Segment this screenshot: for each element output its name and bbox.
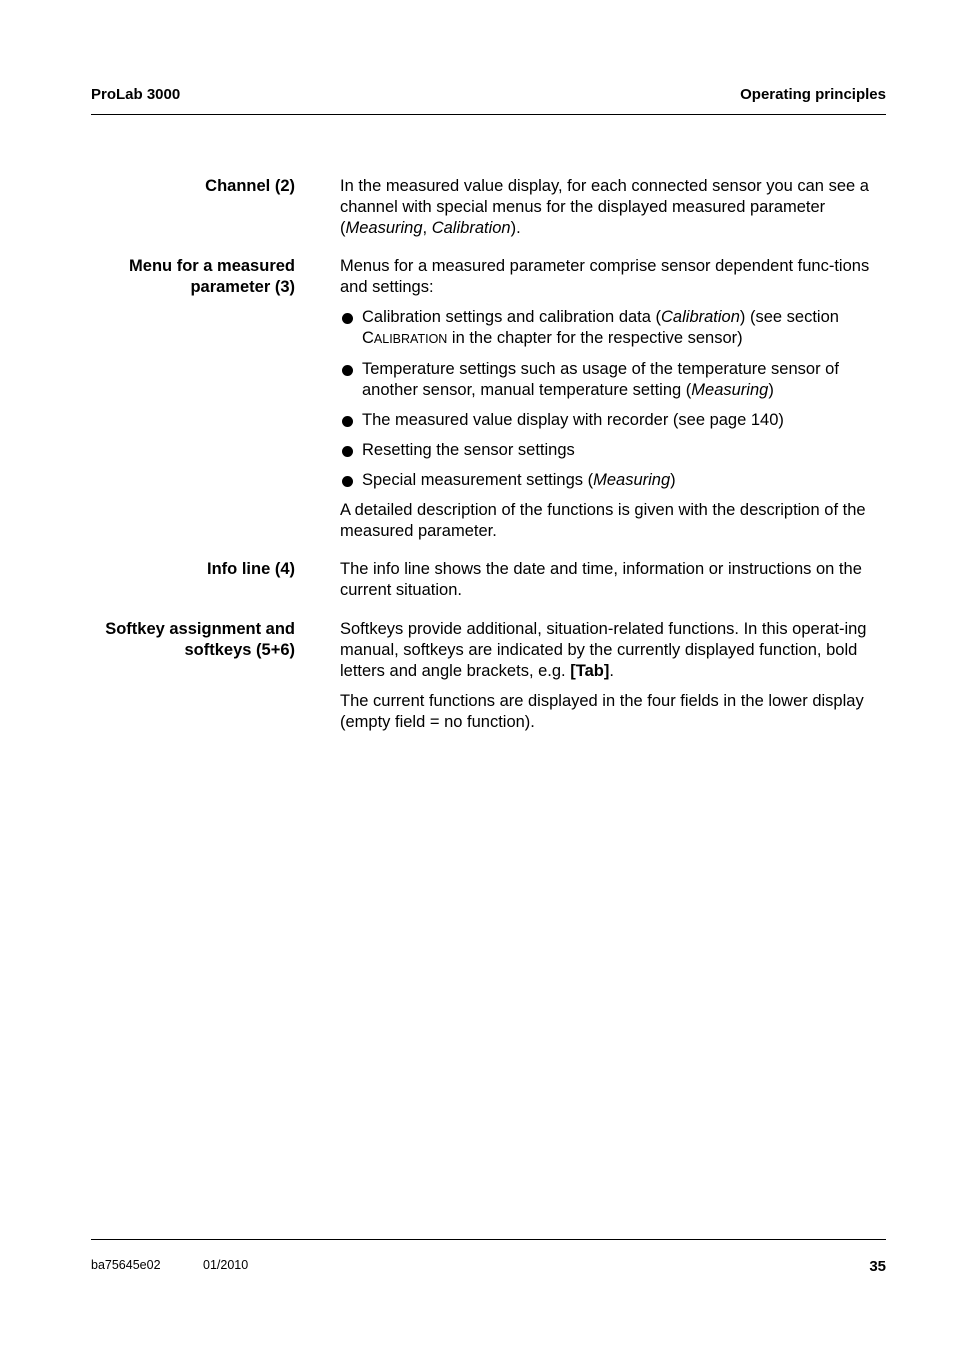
paragraph: Menus for a measured parameter comprise sensor dependent func-tions and settings: <box>340 257 870 296</box>
footer-document-number: ba75645e02 <box>91 1258 161 1272</box>
section-body-softkey <box>340 619 886 733</box>
page-number: 35 <box>869 1258 886 1275</box>
page-header <box>91 86 886 115</box>
paragraph: The current functions are displayed in the four fields in the lower display (empty field = no function). <box>340 692 864 731</box>
section-label-channel: Channel (2) <box>205 177 295 195</box>
paragraph: Softkeys provide additional, situation-related functions. In this operat-ing manual, softkeys are indicated by the currently displayed function, bold letters and angle brackets, e.g. [Tab]. <box>340 620 867 680</box>
bullet-list <box>340 307 886 491</box>
bullet-icon <box>342 365 353 376</box>
paragraph: A detailed description of the functions is given with the description of the measured parameter. <box>340 501 866 540</box>
list-item: Special measurement settings (Measuring) <box>340 470 886 491</box>
header-product-name: ProLab 3000 <box>91 86 181 103</box>
section-label-softkey: Softkey assignment and softkeys (5+6) <box>105 620 295 659</box>
page-footer <box>91 1239 886 1275</box>
list-item: The measured value display with recorder (see page 140) <box>340 410 886 431</box>
bullet-icon <box>342 313 353 324</box>
section-body-menu <box>340 256 886 542</box>
bullet-icon <box>342 446 353 457</box>
header-chapter-title: Operating principles <box>740 86 886 103</box>
section-body-channel <box>340 176 886 239</box>
bullet-icon <box>342 416 353 427</box>
footer-date: 01/2010 <box>203 1258 249 1272</box>
paragraph: The info line shows the date and time, information or instructions on the current situation. <box>340 560 862 599</box>
section-label-menu: Menu for a measured parameter (3) <box>129 257 295 296</box>
list-item: Calibration settings and calibration data (Calibration) (see section CALIBRATION in the chapter for the respective sensor) <box>340 307 886 350</box>
section-label-info-line: Info line (4) <box>207 560 295 578</box>
list-item: Resetting the sensor settings <box>340 440 886 461</box>
list-item: Temperature settings such as usage of the temperature sensor of another sensor, manual temperature setting (Measuring) <box>340 359 886 401</box>
section-body-info-line <box>340 559 886 601</box>
bullet-icon <box>342 476 353 487</box>
paragraph: In the measured value display, for each connected sensor you can see a channel with special menus for the displayed measured parameter (Measuring, Calibration). <box>340 177 869 237</box>
